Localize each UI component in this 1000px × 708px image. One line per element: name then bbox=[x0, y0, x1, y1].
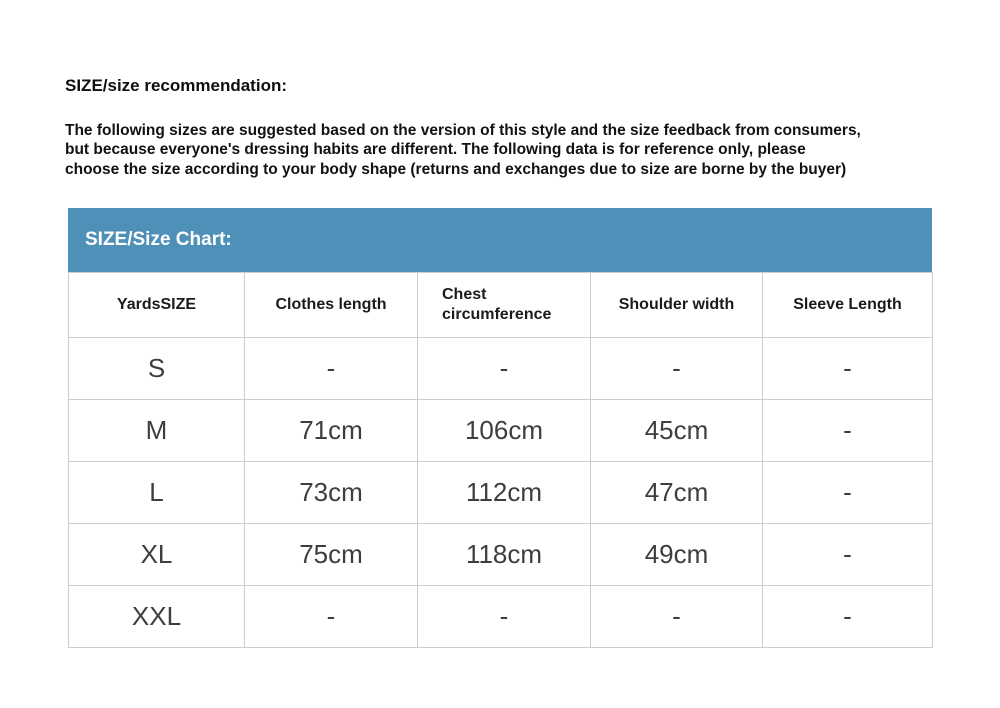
value-cell: 49cm bbox=[591, 524, 763, 586]
table-row-s bbox=[69, 338, 933, 400]
column-header-label: Shoulder width bbox=[618, 296, 735, 313]
size-label-cell: M bbox=[69, 400, 245, 462]
column-header-clothes-length bbox=[245, 273, 418, 338]
value-cell: 75cm bbox=[245, 524, 418, 586]
value-cell: 71cm bbox=[245, 400, 418, 462]
size-chart-title: SIZE/Size Chart: bbox=[85, 229, 232, 250]
table-row-xl bbox=[69, 524, 933, 586]
size-chart-title-bar bbox=[68, 208, 932, 272]
value-cell: - bbox=[418, 586, 591, 648]
value-cell: - bbox=[763, 586, 933, 648]
table-row-m bbox=[69, 400, 933, 462]
value-cell: - bbox=[763, 462, 933, 524]
table-row-l bbox=[69, 462, 933, 524]
size-recommendation-heading: SIZE/size recommendation: bbox=[65, 76, 287, 95]
value-cell: - bbox=[763, 524, 933, 586]
column-header-label: Sleeve Length bbox=[793, 296, 902, 313]
size-label-cell: S bbox=[69, 338, 245, 400]
value-cell: 106cm bbox=[418, 400, 591, 462]
size-label-cell: XL bbox=[69, 524, 245, 586]
value-cell: 47cm bbox=[591, 462, 763, 524]
header-row bbox=[69, 273, 933, 338]
value-cell: - bbox=[763, 400, 933, 462]
column-header-yards-size bbox=[69, 273, 245, 338]
value-cell: - bbox=[763, 338, 933, 400]
value-cell: - bbox=[245, 586, 418, 648]
size-chart-table bbox=[68, 272, 933, 648]
value-cell: 73cm bbox=[245, 462, 418, 524]
size-note-line-3: choose the size according to your body shape (returns and exchanges due to size are borne by the buyer) bbox=[65, 160, 847, 178]
value-cell: - bbox=[591, 338, 763, 400]
size-label-cell: L bbox=[69, 462, 245, 524]
column-header-chest-circumference bbox=[418, 273, 591, 338]
value-cell: - bbox=[245, 338, 418, 400]
size-note bbox=[65, 121, 861, 179]
value-cell: - bbox=[418, 338, 591, 400]
size-note-line-1: The following sizes are suggested based on the version of this style and the size feedback from consumers, bbox=[65, 122, 861, 139]
size-note-line-2: but because everyone's dressing habits are different. The following data is for reference only, please bbox=[65, 141, 806, 159]
column-header-label: Chest circumference bbox=[442, 286, 552, 323]
column-header-shoulder-width bbox=[591, 273, 763, 338]
column-header-label: Clothes length bbox=[275, 296, 387, 313]
value-cell: 45cm bbox=[591, 400, 763, 462]
column-header-sleeve-length bbox=[763, 273, 933, 338]
table-row-xxl bbox=[69, 586, 933, 648]
value-cell: - bbox=[591, 586, 763, 648]
value-cell: 112cm bbox=[418, 462, 591, 524]
size-label-cell: XXL bbox=[69, 586, 245, 648]
column-header-label: YardsSIZE bbox=[116, 296, 197, 313]
value-cell: 118cm bbox=[418, 524, 591, 586]
